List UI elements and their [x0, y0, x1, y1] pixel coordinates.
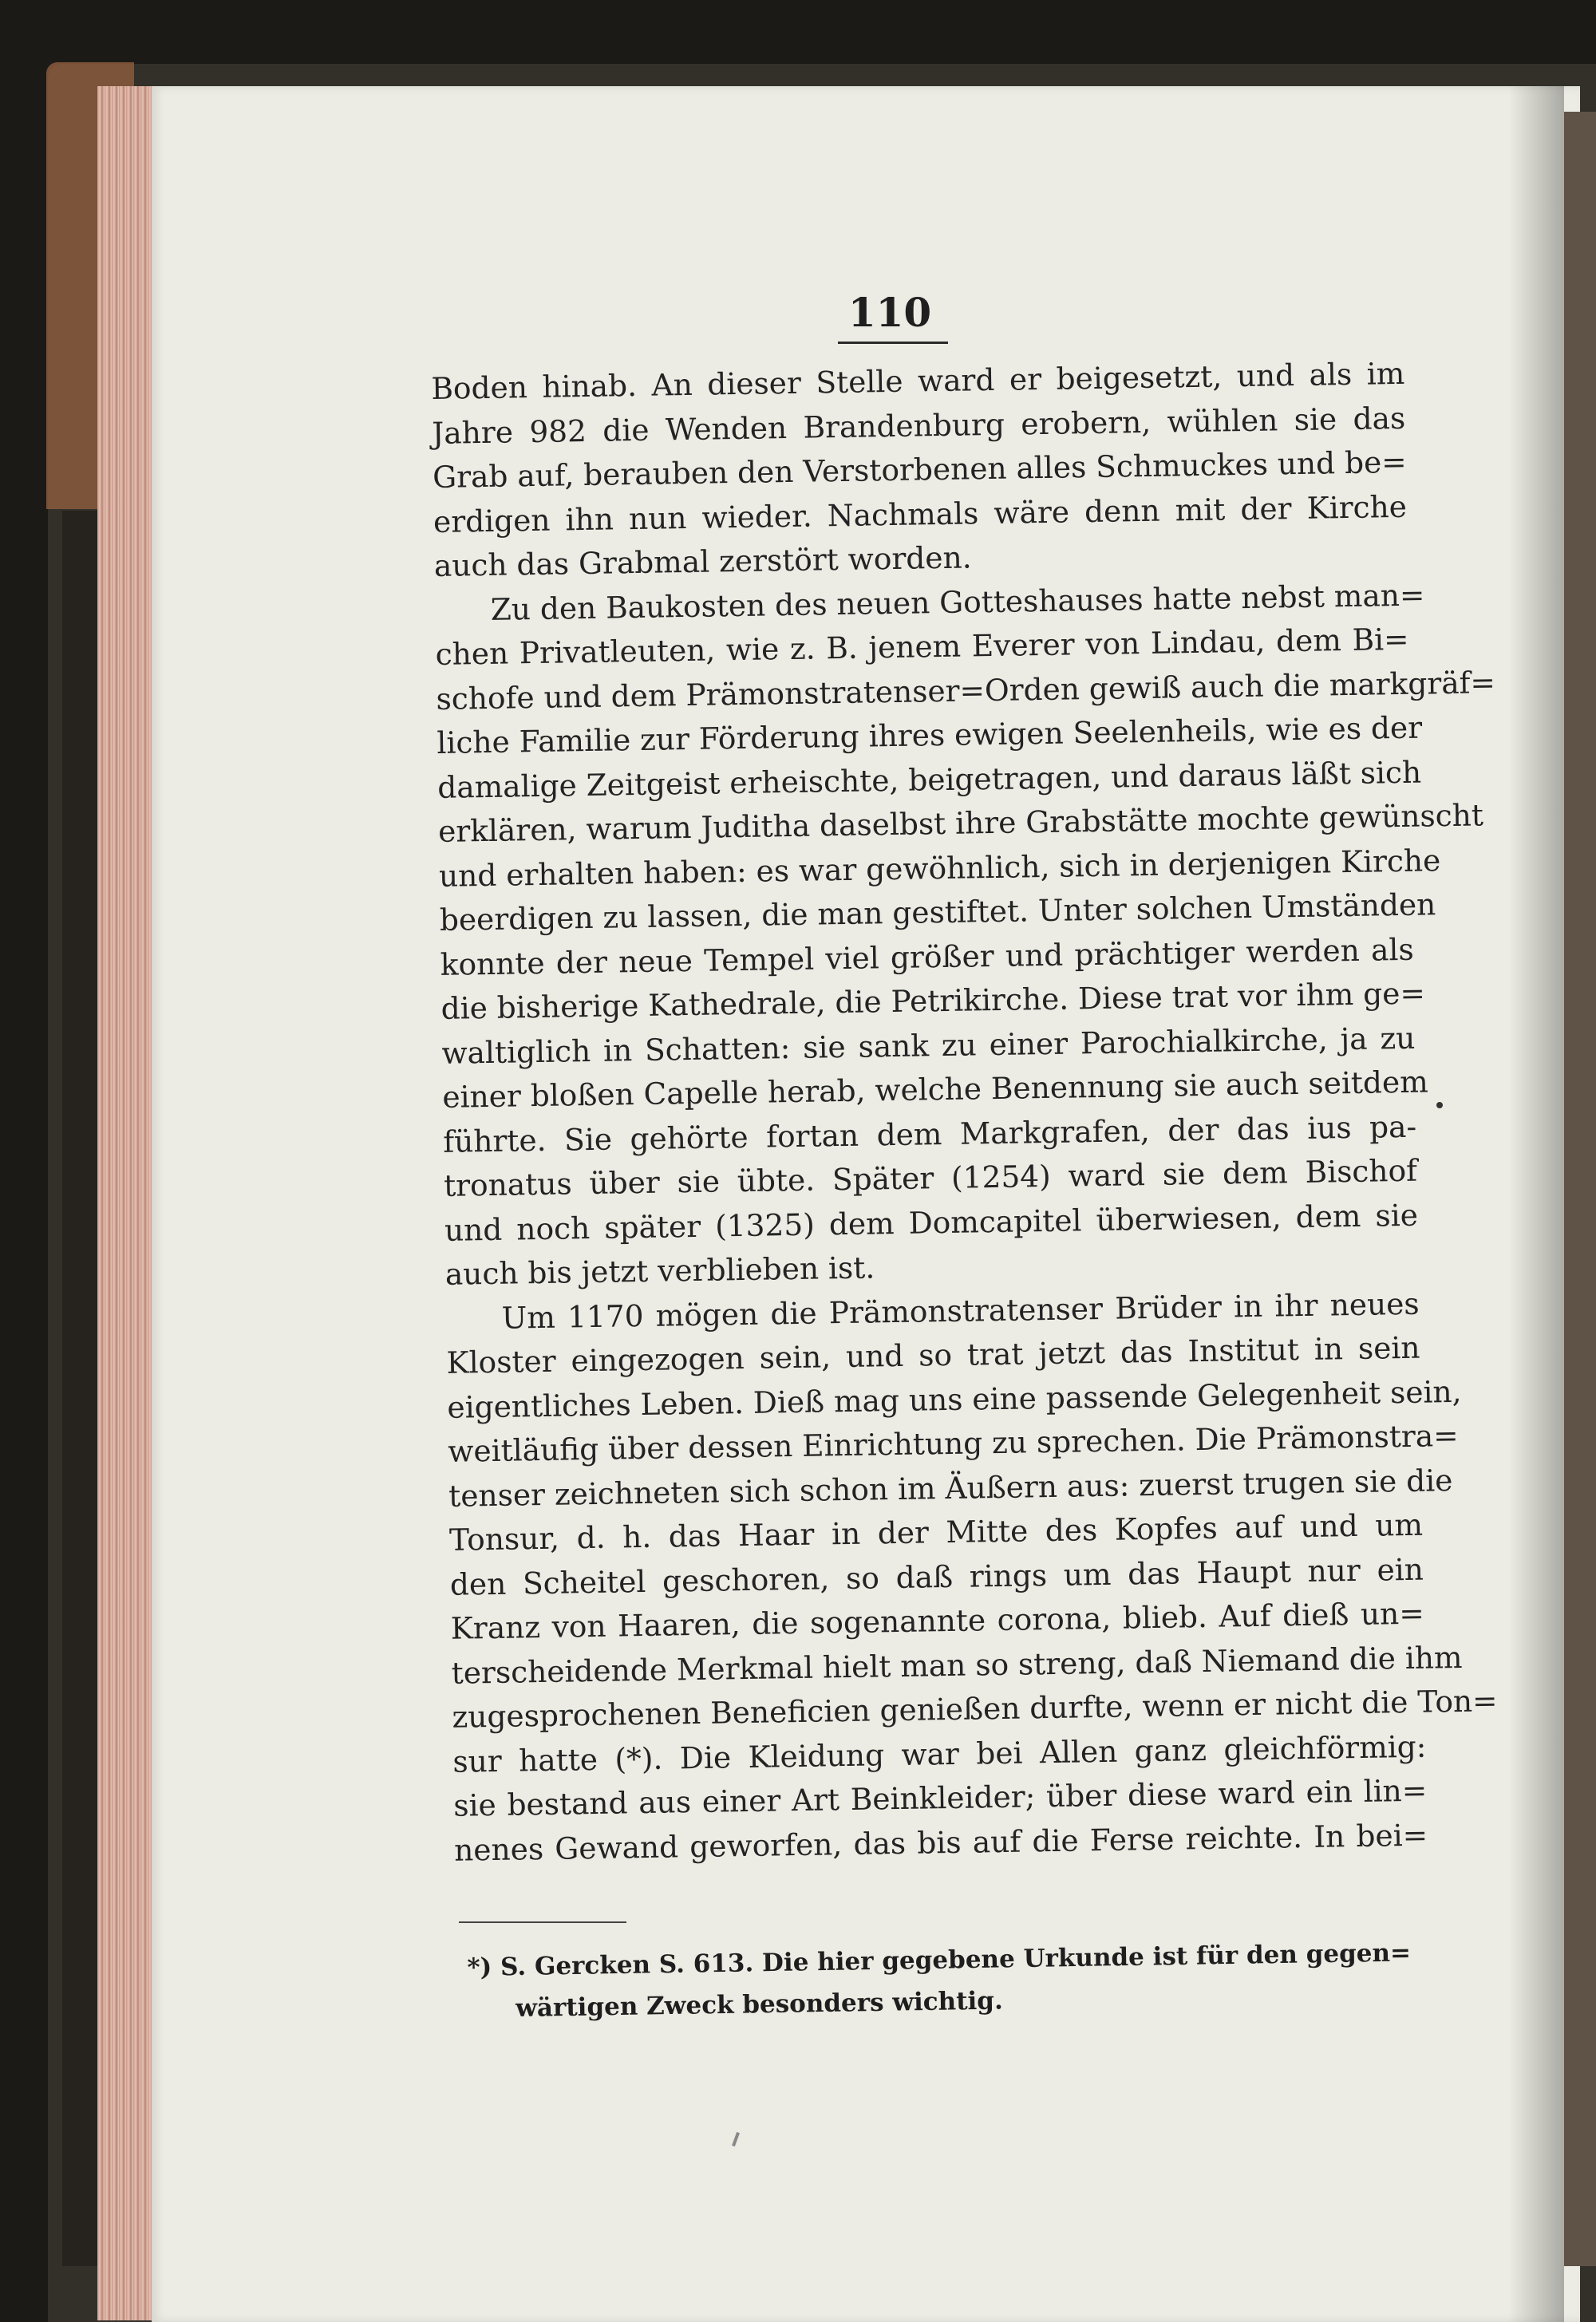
text-line: erdigen ihn nun wieder. Nachmals wäre denn mit der Kirche — [433, 488, 1408, 539]
footnote-line: wärtigen Zweck besonders wichtig. — [515, 1986, 1004, 2024]
text-line: Kloster eingezogen sein, und so trat jetzt das Institut in sein — [446, 1329, 1420, 1380]
text-line: auch bis jetzt verblieben ist. — [444, 1250, 875, 1292]
footnote — [467, 1933, 1412, 2030]
page-number-rule — [838, 342, 948, 344]
text-line: Zu den Baukosten des neuen Gotteshauses hatte nebst man= — [490, 576, 1425, 627]
text-line: beerdigen zu lassen, die man gestiftet. Unter solchen Umständen — [439, 887, 1436, 938]
text-line: schofe und dem Prämonstratenser=Orden gewiß auch die markgräf= — [436, 664, 1496, 717]
gutter-shadow — [1508, 86, 1564, 2322]
margin-ink-dot — [1436, 1102, 1443, 1108]
text-line: terscheidende Merkmal hielt man so streng, daß Niemand die ihm — [451, 1639, 1463, 1691]
footnote-rule — [459, 1921, 626, 1923]
text-line: tenser zeichneten sich schon im Äußern aus: zuerst trugen sie die — [448, 1462, 1453, 1514]
text-line: die bisherige Kathedrale, die Petrikirche. Diese trat vor ihm ge= — [440, 975, 1426, 1026]
page-number: 110 — [847, 289, 932, 336]
text-line: nenes Gewand geworfen, das bis auf die Ferse reichte. In bei= — [453, 1817, 1428, 1868]
text-line: Jahre 982 die Wenden Brandenburg erobern, wühlen sie das — [431, 400, 1406, 451]
text-line: sie bestand aus einer Art Beinkleider; über diese ward ein lin= — [452, 1772, 1428, 1823]
text-line: den Scheitel geschoren, so daß rings um das Haupt nur ein — [449, 1551, 1424, 1602]
text-line: tronatus über sie übte. Später (1254) ward sie dem Bischof — [443, 1152, 1418, 1203]
text-line: und noch später (1325) dem Domcapitel überwiesen, dem sie — [444, 1197, 1419, 1248]
text-line: weitläufig über dessen Einrichtung zu sprechen. Die Prämonstra= — [448, 1417, 1459, 1469]
text-line: Um 1170 mögen die Prämonstratenser Brüder in ihr neues — [501, 1285, 1420, 1336]
text-line: waltiglich in Schatten: sie sank zu einer Parochialkirche, ja zu — [441, 1020, 1416, 1071]
text-line: erklären, warum Juditha daselbst ihre Grabstätte mochte gewünscht — [437, 797, 1484, 849]
text-line: Kranz von Haaren, die sogenannte corona, blieb. Auf dieß un= — [450, 1595, 1425, 1646]
text-line: einer bloßen Capelle herab, welche Benennung sie auch seitdem — [442, 1064, 1429, 1115]
text-line: führte. Sie gehörte fortan dem Markgrafen, der das ius pa- — [442, 1108, 1417, 1159]
text-line: konnte der neue Tempel viel größer und prächtiger werden als — [440, 931, 1414, 982]
text-line: eigentliches Leben. Dieß mag uns eine passende Gelegenheit sein, — [447, 1373, 1462, 1425]
text-line: Grab auf, berauben den Verstorbenen alles Schmuckes und be= — [432, 444, 1407, 495]
text-line: und erhalten haben: es war gewöhnlich, sich in derjenigen Kirche — [438, 842, 1441, 894]
text-line: damalige Zeitgeist erheischte, beigetragen, und daraus läßt sich — [437, 754, 1422, 805]
text-line: liche Familie zur Förderung ihres ewigen Seelenheils, wie es der — [437, 709, 1423, 760]
text-line: auch das Grabmal zerstört worden. — [433, 539, 972, 583]
text-line: Tonsur, d. h. das Haar in der Mitte des Kopfes auf und um — [448, 1507, 1424, 1558]
text-line: Boden hinab. An dieser Stelle ward er beigesetzt, und als im — [431, 355, 1405, 406]
text-line: sur hatte (*). Die Kleidung war bei Allen ganz gleichförmig: — [452, 1728, 1427, 1779]
text-line: chen Privatleuten, wie z. B. jenem Everer von Lindau, dem Bi= — [435, 621, 1409, 672]
footnote-line: *) S. Gercken S. 613. Die hier gegebene Urkunde ist für den gegen= — [467, 1938, 1412, 1982]
text-line: zugesprochenen Beneficien genießen durfte, wenn er nicht die Ton= — [452, 1683, 1498, 1735]
body-text — [431, 352, 1498, 1873]
facing-page-edge — [1564, 112, 1596, 2266]
